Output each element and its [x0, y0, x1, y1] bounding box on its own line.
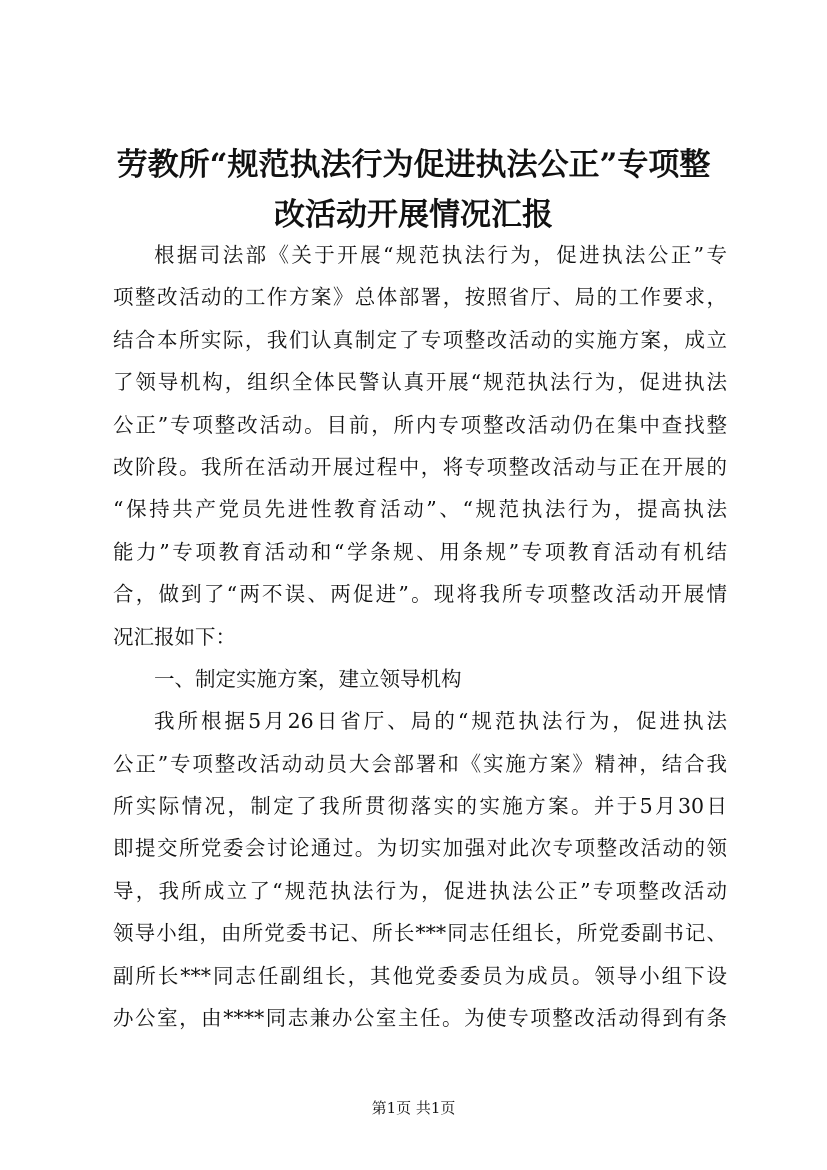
section-heading: 一、制定实施方案，建立领导机构	[154, 666, 462, 691]
body-line: 了领导机构，组织全体民警认真开展“规范执法行为，促进执法	[113, 370, 727, 395]
body-line: 副所长***同志任副组长，其他党委委员为成员。领导小组下设	[113, 963, 727, 988]
page-footer: 第1页 共1页	[371, 1099, 456, 1117]
document-title	[80, 140, 747, 240]
title-line-1: 劳教所“规范执法行为促进执法公正”专项整	[116, 147, 711, 183]
body-line: 所实际情况，制定了我所贯彻落实的实施方案。并于5月30日	[113, 794, 727, 819]
body-line: 公正”专项整改活动。目前，所内专项整改活动仍在集中查找整	[113, 412, 727, 437]
body-line: 改阶段。我所在活动开展过程中，将专项整改活动与正在开展的	[113, 454, 727, 479]
body-line: 合，做到了“两不误、两促进”。现将我所专项整改活动开展情	[113, 582, 727, 607]
title-line-2: 改活动开展情况汇报	[274, 197, 553, 233]
document-body	[113, 234, 727, 1039]
body-line: 领导小组，由所党委书记、所长***同志任组长，所党委副书记、	[113, 921, 727, 946]
body-line: 结合本所实际，我们认真制定了专项整改活动的实施方案，成立	[113, 327, 727, 352]
body-line: “保持共产党员先进性教育活动”、“规范执法行为，提高执法	[113, 497, 727, 522]
body-line: 能力”专项教育活动和“学条规、用条规”专项教育活动有机结	[113, 539, 727, 564]
body-line: 我所根据5月26日省厅、局的“规范执法行为，促进执法	[154, 709, 727, 734]
body-line: 即提交所党委会讨论通过。为切实加强对此次专项整改活动的领	[113, 836, 727, 861]
body-line: 公正”专项整改活动动员大会部署和《实施方案》精神，结合我	[113, 751, 727, 776]
body-line: 导，我所成立了“规范执法行为，促进执法公正”专项整改活动	[113, 878, 727, 903]
body-line: 项整改活动的工作方案》总体部署，按照省厅、局的工作要求，	[113, 285, 727, 310]
body-line: 办公室，由****同志兼办公室主任。为使专项整改活动得到有条	[113, 1006, 727, 1031]
body-line: 况汇报如下：	[113, 624, 236, 649]
body-line: 根据司法部《关于开展“规范执法行为，促进执法公正”专	[154, 243, 727, 267]
